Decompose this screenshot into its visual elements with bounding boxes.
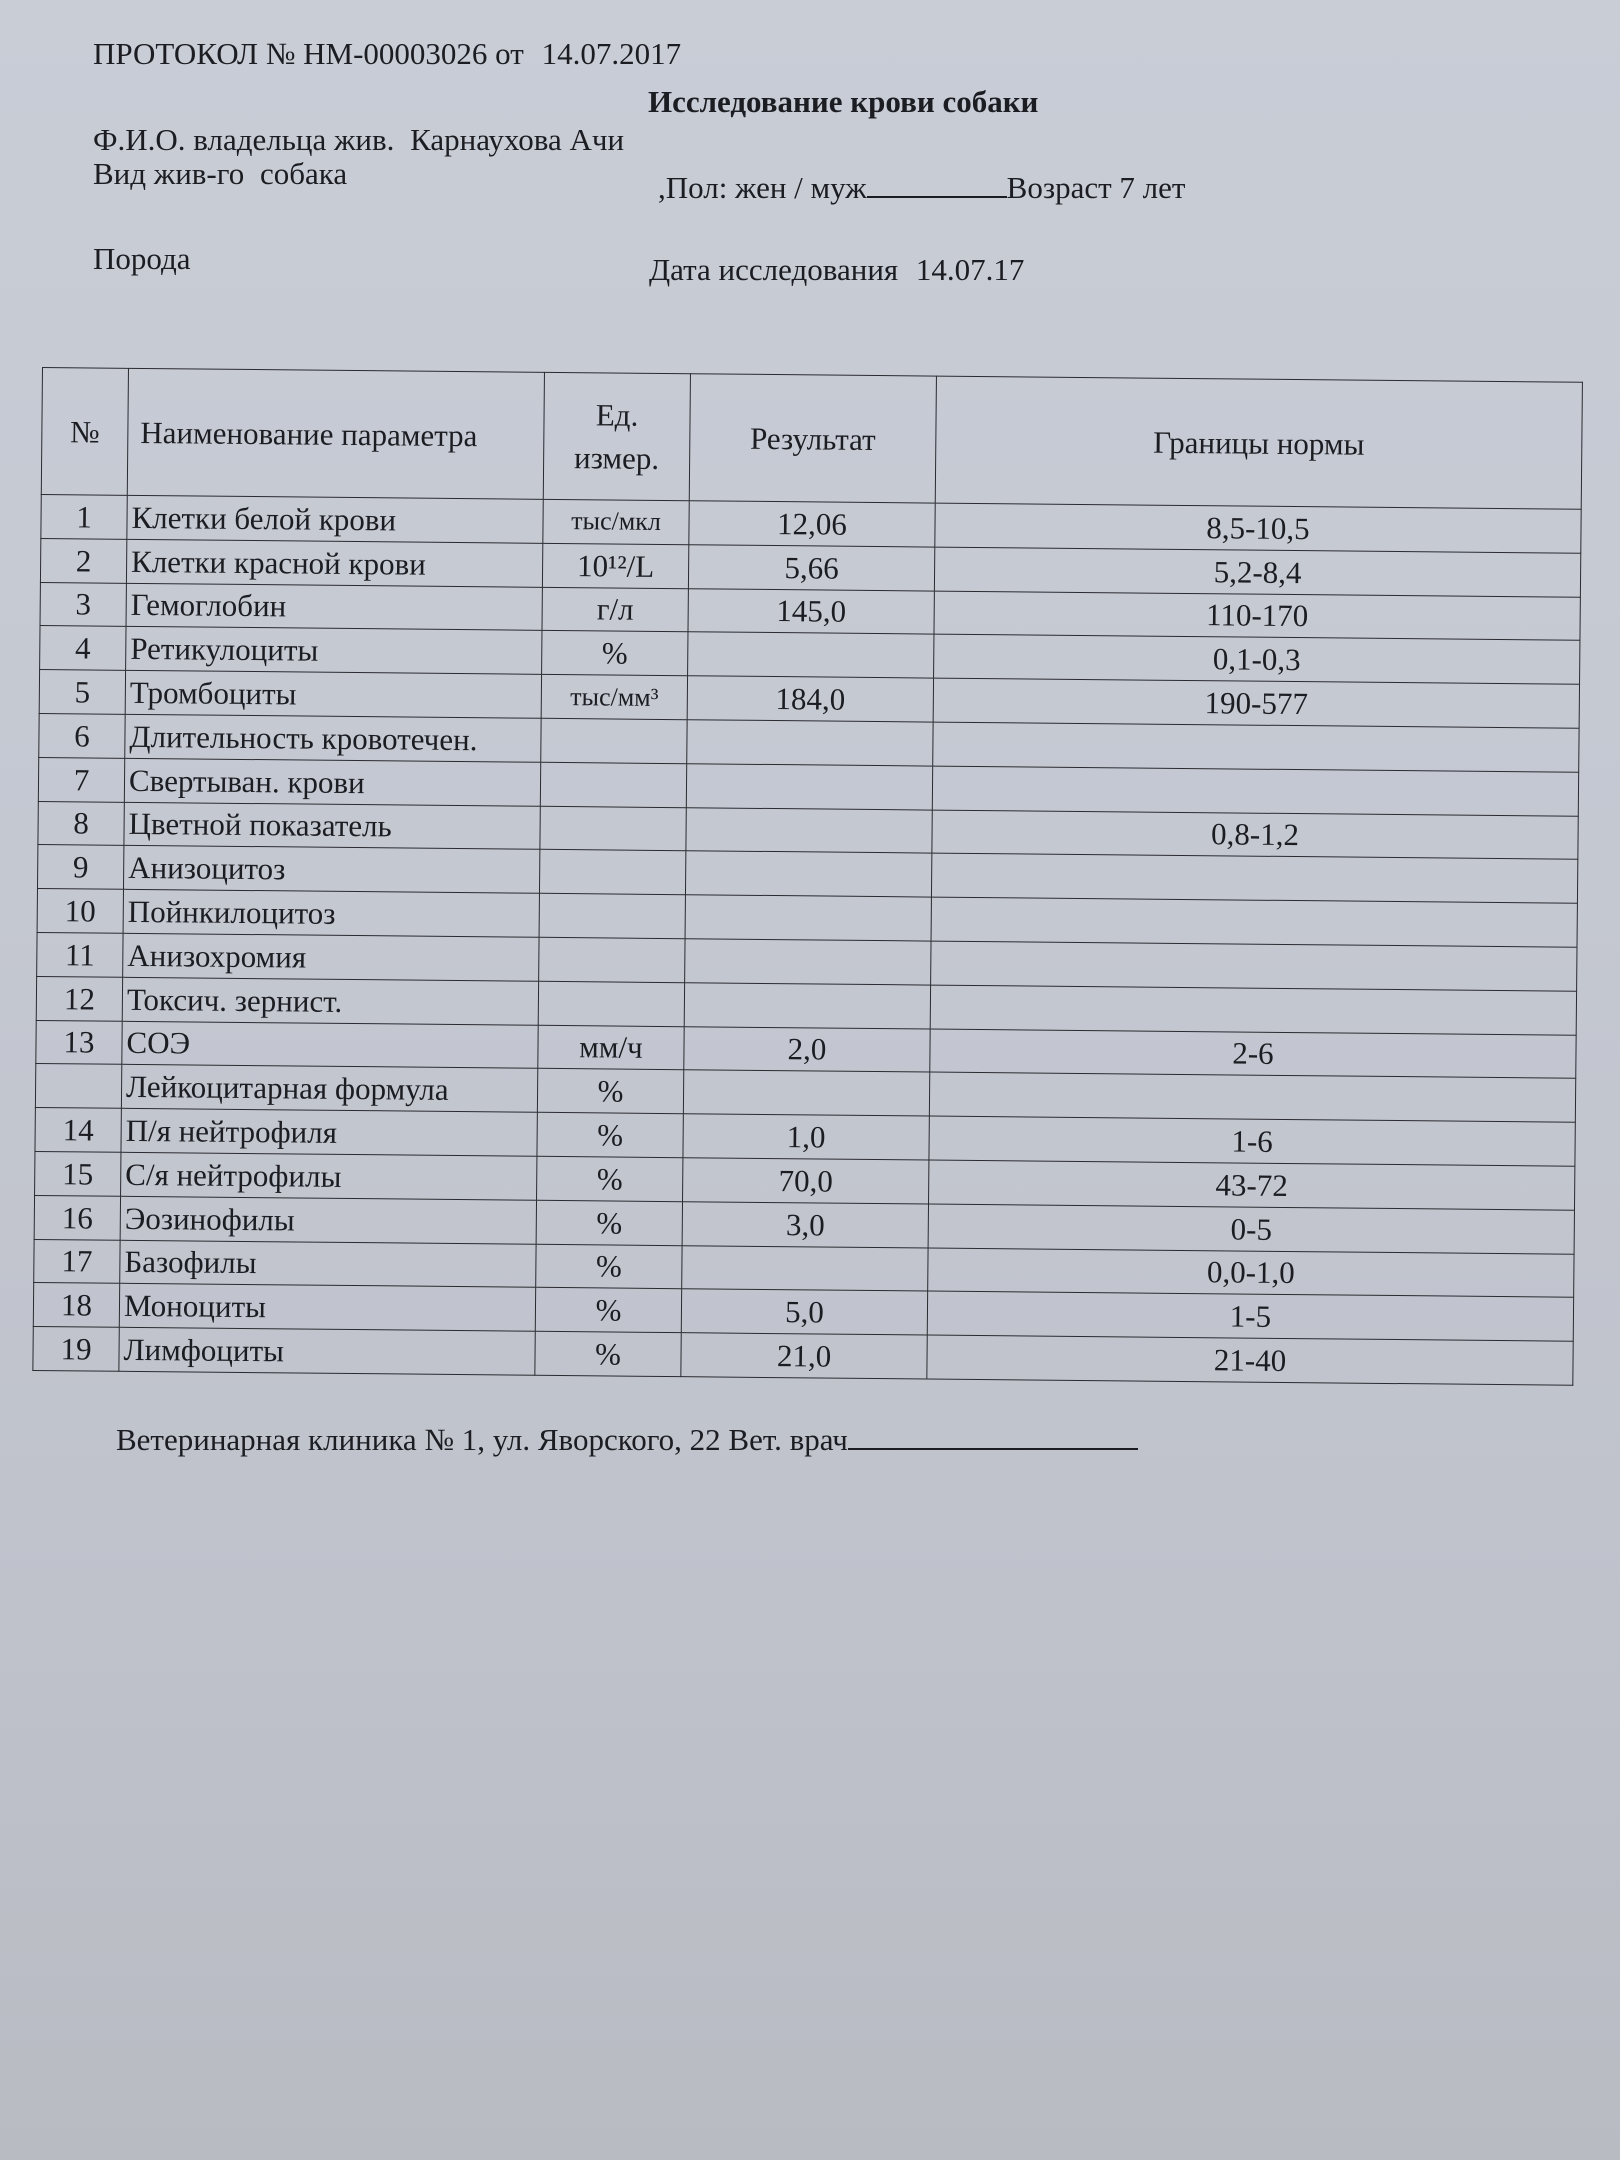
- cell-name: Базофилы: [120, 1240, 536, 1288]
- header-parameter-name: Наименование параметра: [127, 368, 544, 499]
- cell-norm: 8,5-10,5: [935, 503, 1581, 553]
- cell-result: 70,0: [683, 1158, 929, 1204]
- cell-num: 14: [35, 1108, 121, 1153]
- cell-num: 18: [33, 1283, 119, 1328]
- cell-num: 5: [39, 670, 125, 715]
- cell-result: [685, 851, 931, 897]
- cell-norm: [932, 766, 1578, 816]
- cell-name: Анизоцитоз: [123, 846, 539, 894]
- cell-norm: 110-170: [934, 591, 1580, 641]
- cell-name: Эозинофилы: [120, 1196, 536, 1244]
- cell-num: 10: [37, 889, 123, 934]
- table-body: [33, 494, 1581, 1385]
- cell-result: 5,66: [688, 545, 934, 591]
- cell-unit: [539, 850, 685, 895]
- cell-num: 7: [38, 757, 124, 802]
- cell-num: 15: [35, 1151, 121, 1196]
- cell-name: Лимфоциты: [119, 1327, 535, 1375]
- header-num: №: [41, 368, 128, 496]
- cell-num: 9: [37, 845, 123, 890]
- cell-num: 17: [34, 1239, 120, 1284]
- header-result: Результат: [689, 374, 936, 503]
- cell-num: 8: [38, 801, 124, 846]
- cell-unit: мм/ч: [538, 1025, 684, 1070]
- cell-unit: [539, 937, 685, 982]
- cell-num: 6: [39, 713, 125, 758]
- cell-norm: 0,1-0,3: [934, 634, 1580, 684]
- study-date-value: 14.07.17: [915, 252, 1025, 287]
- cell-name: Пойнкилоцитоз: [123, 889, 539, 937]
- cell-norm: [931, 941, 1577, 991]
- cell-unit: г/л: [542, 587, 688, 632]
- cell-result: [682, 1245, 928, 1291]
- cell-unit: %: [536, 1244, 682, 1289]
- breed-label: Порода: [93, 241, 191, 276]
- cell-unit: %: [537, 1156, 683, 1201]
- cell-unit: %: [542, 631, 688, 676]
- cell-name: Ретикулоциты: [126, 627, 542, 675]
- cell-num: 2: [40, 538, 126, 583]
- clinic-text: Ветеринарная клиника № 1, ул. Яворского, 22 Вет. врач: [116, 1422, 848, 1457]
- cell-norm: [930, 985, 1576, 1035]
- cell-name: Длительность кровотечен.: [125, 714, 541, 762]
- cell-result: 2,0: [684, 1026, 930, 1072]
- owner-label: Ф.И.О. владельца жив.: [93, 122, 395, 157]
- species-label: Вид жив-го: [93, 156, 245, 191]
- header-norm: Границы нормы: [935, 376, 1582, 509]
- cell-unit: %: [536, 1200, 682, 1245]
- cell-name: С/я нейтрофилы: [121, 1152, 537, 1200]
- cell-name: Свертыван. крови: [124, 758, 540, 806]
- cell-unit: %: [537, 1112, 683, 1157]
- cell-result: [686, 763, 932, 809]
- cell-unit: [540, 806, 686, 851]
- cell-norm: 2-6: [930, 1029, 1576, 1079]
- cell-unit: тыс/мкл: [543, 499, 689, 544]
- blood-test-table: [32, 367, 1583, 1386]
- cell-result: [685, 895, 931, 941]
- cell-num: 19: [33, 1327, 119, 1372]
- species-value: собака: [259, 156, 348, 191]
- cell-norm: [931, 853, 1577, 903]
- cell-result: [684, 982, 930, 1028]
- cell-norm: 1-6: [929, 1116, 1575, 1166]
- cell-unit: [540, 762, 686, 807]
- cell-unit: %: [537, 1069, 683, 1114]
- header-unit: [543, 372, 690, 500]
- cell-norm: 0-5: [928, 1204, 1574, 1254]
- cell-norm: 43-72: [929, 1160, 1575, 1210]
- table-header-row: [41, 368, 1582, 510]
- sex-age-line: [658, 170, 1185, 203]
- cell-num: 1: [41, 494, 127, 539]
- age-value: 7 лет: [1119, 170, 1186, 205]
- header-unit-line1: Ед.: [595, 397, 639, 433]
- cell-num: 12: [36, 976, 122, 1021]
- cell-num: 16: [34, 1195, 120, 1240]
- cell-name: Клетки красной крови: [126, 539, 542, 587]
- cell-norm: 5,2-8,4: [934, 547, 1580, 597]
- cell-result: 145,0: [688, 588, 934, 634]
- cell-unit: [539, 893, 685, 938]
- cell-result: 5,0: [681, 1289, 927, 1335]
- cell-unit: [541, 718, 687, 763]
- cell-num: [35, 1064, 121, 1109]
- protocol-label: ПРОТОКОЛ № НМ-00003026 от: [93, 36, 524, 71]
- age-label: Возраст: [1006, 170, 1112, 205]
- cell-unit: [538, 981, 684, 1026]
- cell-norm: 0,0-1,0: [928, 1248, 1574, 1298]
- cell-unit: %: [535, 1288, 681, 1333]
- sex-blank-line: [867, 170, 1007, 198]
- cell-name: Лейкоцитарная формула: [121, 1065, 537, 1113]
- sex-label: ,Пол: жен / муж: [658, 170, 867, 205]
- owner-name: Карнаухова Ачи: [410, 122, 625, 157]
- cell-norm: [931, 897, 1577, 947]
- cell-result: [688, 632, 934, 678]
- cell-name: Тромбоциты: [125, 671, 541, 719]
- cell-norm: [933, 722, 1579, 772]
- cell-result: [686, 807, 932, 853]
- document-title: Исследование крови собаки: [648, 84, 1039, 119]
- cell-result: 184,0: [687, 676, 933, 722]
- footer-line: [116, 1422, 1138, 1458]
- cell-result: [683, 1070, 929, 1116]
- owner-line: [93, 124, 624, 155]
- cell-name: П/я нейтрофиля: [121, 1108, 537, 1156]
- protocol-date: 14.07.2017: [541, 36, 682, 71]
- cell-norm: [929, 1072, 1575, 1122]
- cell-result: [685, 939, 931, 985]
- cell-result: 1,0: [683, 1114, 929, 1160]
- cell-name: Гемоглобин: [126, 583, 542, 631]
- cell-name: Клетки белой крови: [127, 495, 543, 543]
- cell-result: 21,0: [681, 1333, 927, 1379]
- signature-blank-line: [848, 1422, 1138, 1450]
- cell-num: 3: [40, 582, 126, 627]
- cell-norm: 0,8-1,2: [932, 810, 1578, 860]
- cell-result: [687, 720, 933, 766]
- cell-name: СОЭ: [122, 1021, 538, 1069]
- cell-name: Моноциты: [119, 1284, 535, 1332]
- cell-num: 11: [37, 932, 123, 977]
- cell-unit: %: [535, 1331, 681, 1376]
- cell-name: Цветной показатель: [124, 802, 540, 850]
- cell-num: 13: [36, 1020, 122, 1065]
- cell-norm: 1-5: [927, 1291, 1573, 1341]
- cell-result: 12,06: [689, 501, 935, 547]
- cell-name: Анизохромия: [123, 933, 539, 981]
- cell-name: Токсич. зернист.: [122, 977, 538, 1025]
- species-line: [93, 158, 347, 189]
- cell-norm: 21-40: [927, 1335, 1573, 1385]
- cell-unit: 10¹²/L: [542, 543, 688, 588]
- cell-norm: 190-577: [933, 678, 1579, 728]
- header-unit-line2: измер.: [573, 440, 660, 476]
- protocol-line: [93, 38, 681, 69]
- study-date-label: Дата исследования: [649, 252, 899, 287]
- study-date-line: [649, 254, 1024, 285]
- cell-unit: тыс/мм³: [541, 674, 687, 719]
- cell-num: 4: [40, 626, 126, 671]
- cell-result: 3,0: [682, 1201, 928, 1247]
